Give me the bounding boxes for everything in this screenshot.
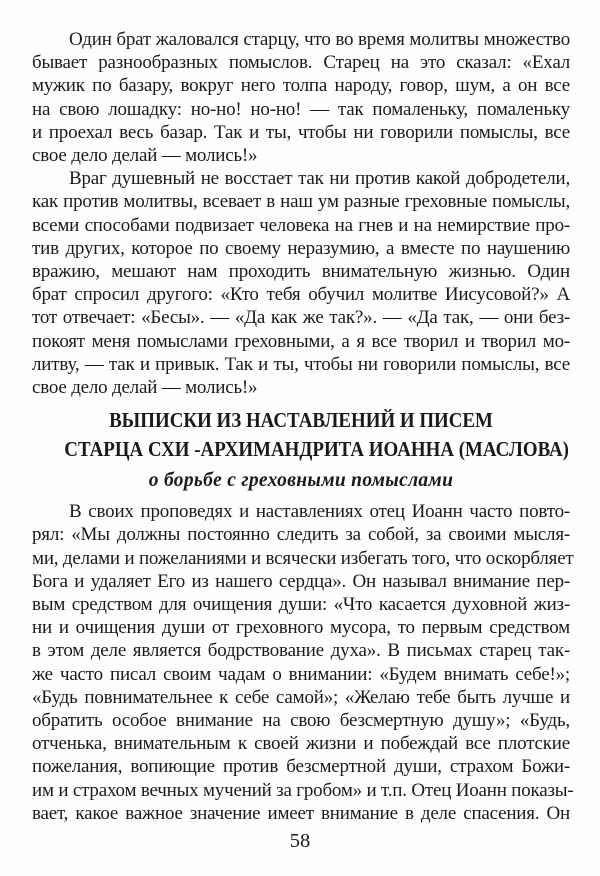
- text-line: Один брат жаловался старцу, что во время молитвы множество: [69, 29, 570, 50]
- text-line: бывает разнообразных помыслов. Старец на это сказал: «Ехал: [32, 52, 570, 74]
- text-line: вым средством для очищения души: «Что касается духовной жиз-: [32, 594, 570, 616]
- text-line: В своих проповедях и наставлениях отец Иоанн часто повто-: [69, 501, 570, 523]
- page-number: 58: [289, 830, 311, 852]
- text-line: ми, делами и пожеланиями и всячески избегать того, что оскорбляет: [32, 547, 574, 569]
- text-line: свое дело делай — молись!»: [32, 377, 258, 399]
- text-line: тот отвечает: «Бесы». — «Да как же так?». — «Да так, — они без-: [32, 307, 570, 329]
- text-line: вражию, мешают нам проходить внимательную жизнью. Один: [32, 261, 570, 283]
- text-line: всеми способами подвизает человека на гнев и на немирствие про-: [32, 214, 570, 236]
- text-line: ни и очищения души от греховного мусора, то первым средством: [32, 617, 570, 639]
- text-line: отченька, внимательным к своей жизни и побеждай все плотские: [32, 733, 570, 755]
- text-line: и проехал весь базар. Так и ты, чтобы ни говорили помыслы, все: [32, 121, 570, 143]
- text-line: брат спросил другого: «Кто тебя обучил молитве Иисусовой?» А: [32, 284, 570, 306]
- text-line: покоят меня помыслами греховными, а я все творил и творил мо-: [32, 330, 570, 352]
- text-line: литву, — так и привык. Так и ты, чтобы ни говорили помыслы, все: [32, 353, 570, 375]
- paragraph: [32, 167, 570, 399]
- section-header: [32, 406, 570, 495]
- paragraph: [32, 28, 570, 167]
- text-line: Враг душевный не восстает так ни против какой добродетели,: [69, 168, 570, 190]
- text-line: рял: «Мы должны постоянно следить за собой, за своими мысля-: [32, 524, 570, 546]
- text-line: пожелания, вопиющие против безсмертной души, страхом Божи-: [32, 756, 570, 778]
- section-title-line-1: ВЫПИСКИ ИЗ НАСТАВЛЕНИЙ И ПИСЕМ: [109, 408, 493, 433]
- text-column: [32, 28, 574, 825]
- text-line: мужик по базару, вокруг него толпа народу, говор, шум, а он все: [32, 75, 570, 97]
- text-line: им и страхом вечных мучений за гробом» и т.п. Отец Иоанн показы-: [32, 779, 574, 801]
- text-line: обратить особое внимание на свою безсмертную душу»; «Будь,: [32, 710, 570, 732]
- paragraph: [32, 500, 574, 825]
- text-line: на свою лошадку: но-но! но-но! — так помаленьку, помаленьку: [32, 98, 570, 120]
- text-line: в этом деле является бодрствование духа». В письмах старец так-: [32, 640, 570, 662]
- text-line: вает, какое важное значение имеет внимание в деле спасения. Он: [32, 802, 570, 824]
- section-title-line-2: СТАРЦА СХИ -АРХИМАНДРИТА ИОАННА (МАСЛОВА): [64, 437, 569, 462]
- text-line: как против молитвы, всевает в наш ум разные греховные помыслы,: [32, 191, 570, 213]
- section-subtitle: о борьбе с греховными помыслами: [148, 470, 454, 492]
- text-line: тив других, которое по своему неразумию, а вместе по наушению: [32, 237, 570, 259]
- text-line: же часто писал своим чадам о внимании: «Будем внимать себе!»;: [32, 663, 570, 685]
- text-line: свое дело делай — молись!»: [32, 145, 258, 167]
- text-line: Бога и удаляет Его из нашего сердца». Он называл внимание пер-: [32, 570, 570, 592]
- text-line: «Будь повнимательнее к себе самой»; «Желаю тебе быть лучше и: [32, 686, 570, 708]
